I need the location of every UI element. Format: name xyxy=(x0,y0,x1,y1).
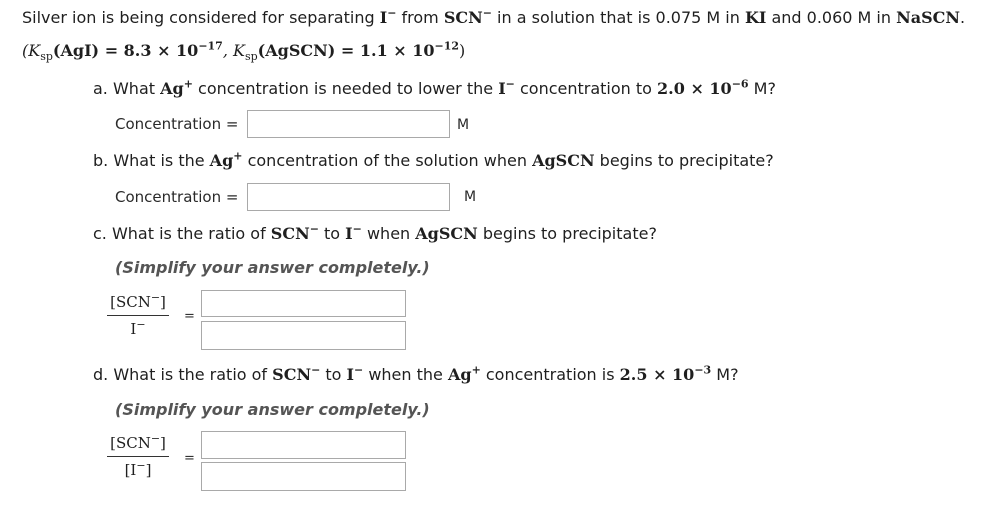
question-text: begins to precipitate? xyxy=(594,151,774,170)
question-text: when the xyxy=(363,365,448,384)
fraction-numerator: [SCN−] xyxy=(110,291,166,311)
fraction-denominator: [I−] xyxy=(124,459,152,479)
intro-text-part: Silver ion is being considered for separating xyxy=(22,8,380,27)
intro-text-part: and 0.060 M in xyxy=(766,8,897,27)
question-text: to xyxy=(320,365,347,384)
iodide-symbol: I− xyxy=(379,6,397,27)
ki-formula: KI xyxy=(744,8,767,27)
simplify-hint-d: (Simplify your answer completely.) xyxy=(115,400,430,419)
ksp-agscn-exponent: −12 xyxy=(434,39,460,53)
question-text: a. What xyxy=(93,79,161,98)
question-text: concentration of the solution when xyxy=(242,151,533,170)
question-text: M? xyxy=(711,365,739,384)
ksp-subscript: sp xyxy=(244,50,258,64)
ratio-numerator-input-c[interactable] xyxy=(201,290,406,317)
fraction-denominator: I− xyxy=(130,318,146,338)
ratio-fraction-d xyxy=(107,433,169,480)
question-text: concentration is needed to lower the xyxy=(192,79,499,98)
thiocyanate-symbol: SCN− xyxy=(272,363,321,384)
question-d xyxy=(93,365,739,385)
given-concentration: $2.5 \times 10^{-3}$ xyxy=(619,363,712,384)
unit-label-a: M xyxy=(457,117,470,133)
question-text: b. What is the xyxy=(93,151,210,170)
silver-ion: Ag+ xyxy=(447,363,481,384)
intro-text-part: from xyxy=(396,8,444,27)
question-b xyxy=(93,151,774,171)
concentration-label-b: Concentration = xyxy=(115,188,239,206)
agscn-formula: AgSCN xyxy=(415,224,478,243)
fraction-bar xyxy=(107,456,169,457)
silver-ion: Ag+ xyxy=(160,77,193,98)
question-text: M? xyxy=(748,79,776,98)
ksp-agscn-value: (AgSCN) = 1.1 × 10 xyxy=(257,41,435,60)
agscn-formula: AgSCN xyxy=(532,151,595,170)
ksp-values xyxy=(22,39,466,64)
iodide-symbol: I− xyxy=(498,77,515,98)
ksp-close-paren: ) xyxy=(459,41,466,60)
fraction-bar xyxy=(107,315,169,316)
unit-label-b: M xyxy=(464,189,477,205)
question-text: to xyxy=(318,224,346,243)
ksp-symbol: , K xyxy=(222,41,245,60)
question-text: concentration to xyxy=(514,79,658,98)
nascn-formula: NaSCN xyxy=(896,8,960,27)
thiocyanate-symbol: SCN− xyxy=(443,6,492,27)
fraction-numerator: [SCN−] xyxy=(110,432,166,452)
iodide-symbol: I− xyxy=(346,363,364,384)
intro-text xyxy=(22,8,965,28)
equals-sign: = xyxy=(184,309,195,324)
silver-ion: Ag+ xyxy=(209,149,243,170)
question-c xyxy=(93,224,657,244)
question-text: when xyxy=(361,224,416,243)
concentration-label-a: Concentration = xyxy=(115,115,239,133)
ksp-subscript: sp xyxy=(40,50,53,64)
equals-sign: = xyxy=(184,451,195,466)
question-a xyxy=(93,79,776,99)
question-text: begins to precipitate? xyxy=(477,224,657,243)
concentration-input-b[interactable] xyxy=(247,183,450,211)
ratio-denominator-input-c[interactable] xyxy=(201,321,406,350)
intro-text-part: . xyxy=(960,8,966,27)
intro-text-part: in a solution that is 0.075 M in xyxy=(491,8,745,27)
ratio-denominator-input-d[interactable] xyxy=(201,462,406,491)
ratio-fraction-c xyxy=(107,292,169,339)
question-text: d. What is the ratio of xyxy=(93,365,273,384)
ksp-symbol: (K xyxy=(22,41,41,60)
thiocyanate-symbol: SCN− xyxy=(270,222,319,243)
ratio-numerator-input-d[interactable] xyxy=(201,431,406,459)
question-text: c. What is the ratio of xyxy=(93,224,271,243)
question-text: concentration is xyxy=(480,365,620,384)
target-concentration: $2.0 \times 10^{-6}$ xyxy=(657,77,749,98)
ksp-agi-value: (AgI) = 8.3 × 10 xyxy=(52,41,199,60)
simplify-hint-c: (Simplify your answer completely.) xyxy=(115,258,430,277)
concentration-input-a[interactable] xyxy=(247,110,450,138)
iodide-symbol: I− xyxy=(345,222,362,243)
ksp-agi-exponent: −17 xyxy=(198,39,223,53)
